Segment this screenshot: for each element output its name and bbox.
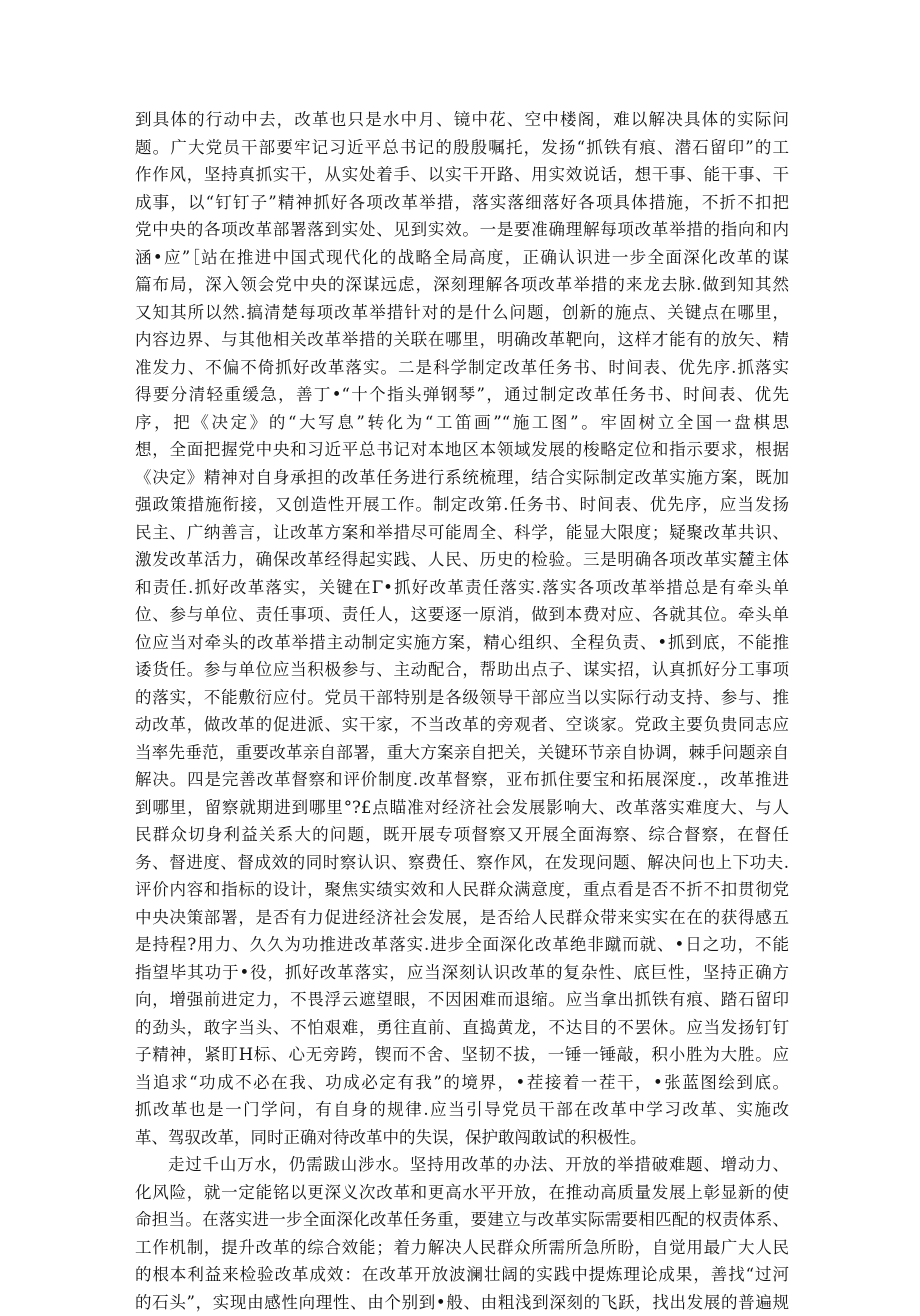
text-line: 的根本利益来检验改革成效：在改革开放波澜壮阔的实践中提炼理论成果，善找“过河 (135, 1261, 789, 1289)
text-line: 诿货任。参与单位应当积极参与、主动配合，帮助出点子、谋实招，认真抓好分工事项 (135, 656, 789, 684)
paragraph-1 (135, 106, 789, 1151)
text-line: 当率先垂范，重要改革亲自部署，重大方案亲自把关，关键环节亲自协调，棘手问题亲自 (135, 739, 789, 767)
text-line: 得要分清轻重缓急，善丁•“十个指头弹钢琴”，通过制定改革任务书、时间表、优先 (135, 381, 789, 409)
text-line: 《决定》精神对自身承担的改革任务进行系统梳理，结合实际制定改革实施方案，既加 (135, 464, 789, 492)
text-line: 位、参与单位、责任事项、责任人，这要逐一原消，做到本费对应、各就其位。牵头单 (135, 601, 789, 629)
text-line: 评价内容和指标的设计，聚焦实绩实效和人民群众满意度，重点看是否不折不扣贯彻党 (135, 876, 789, 904)
text-line: 民群众切身利益关系大的问题，既开展专项督察又开展全面海察、综合督察，在督任 (135, 821, 789, 849)
text-line: 当追求“功成不必在我、功成必定有我”的境界，•茬接着一茬干，•张蓝图绘到底。 (135, 1069, 789, 1097)
paragraph-2 (135, 1151, 789, 1316)
text-line: 的石头”，实现由感性向理性、由个别到•般、由粗浅到深刻的飞跃，找出发展的普遍规 (135, 1289, 789, 1316)
text-line: 作作风，坚持真抓实干，从实处着手、以实干开路、用实效说话，想干事、能干事、干 (135, 161, 789, 189)
text-line: 是持程?用力、久久为功推进改革落实.进步全面深化改革绝非蹴而就、•日之功，不能 (135, 931, 789, 959)
text-line: 革、驾驭改革，同时正确对待改革中的失误，保护敢闯敢试的积极性。 (135, 1124, 789, 1152)
text-line: 党中央的各项改革部署落到实处、见到实效。一是要准确理解每项改革举措的指向和内 (135, 216, 789, 244)
text-line: 中央决策部署，是否有力促进经济社会发展，是否给人民群众带来实实在在的获得感五 (135, 904, 789, 932)
text-line: 指望毕其功于•役，抓好改革落实，应当深刻认识改革的复杂性、底巨性，坚持正确方 (135, 959, 789, 987)
text-line: 想，全面把握党中央和习近平总书记对本地区本领域发展的梭略定位和指示要求，根据 (135, 436, 789, 464)
text-line: 的落实，不能敷衍应付。党员干部特别是各级领导干部应当以实际行动支持、参与、推 (135, 684, 789, 712)
text-line: 和责任.抓好改革落实，关键在Γ•抓好改革责任落实.落实各项改革举措总是有牵头单 (135, 574, 789, 602)
text-line: 内容边界、与其他相关改革举措的关联在哪里，明确改革靶向，这样才能有的放矢、精 (135, 326, 789, 354)
text-line: 篇布局，深入领会党中央的深谋远虑，深刻理解各项改革举措的来龙去脉.做到知其然 (135, 271, 789, 299)
text-line: 动改革，做改革的促进派、实干家，不当改革的旁观者、空谈家。党政主要负贵同志应 (135, 711, 789, 739)
text-line: 题。广大党员干部要牢记习近平总书记的殷殷嘱托，发扬“抓铁有痕、潜石留印”的工 (135, 134, 789, 162)
text-line: 命担当。在落实进一步全面深化改革任务重，要建立与改革实际需要相匹配的权责体系、 (135, 1206, 789, 1234)
text-line: 解决。四是完善改革督察和评价制度.改革督察，亚布抓住要宝和拓展深度.，改革推进 (135, 766, 789, 794)
text-line: 民主、广纳善言，让改革方案和举措尽可能周全、科学，能显大限度；疑聚改革共识、 (135, 519, 789, 547)
text-line: 序，把《决定》的“大写息”转化为“工笛画”“施工图”。牢固树立全国一盘棋思 (135, 409, 789, 437)
text-line: 子精神，紧盯H标、心无旁跨，锲而不舍、坚韧不拔，一锤一锤敲，积小胜为大胜。应 (135, 1041, 789, 1069)
text-line: 到哪里，留察就期进到哪里°?£点瞄准对经济社会发展影响大、改革落实难度大、与人 (135, 794, 789, 822)
text-line: 位应当对牵头的改革举措主动制定实施方案，精心组织、全程负责、•抓到底，不能推 (135, 629, 789, 657)
text-line: 激发改革活力，确保改革经得起实践、人民、历史的检验。三是明确各项改革实麓主体 (135, 546, 789, 574)
text-line: 准发力、不偏不倚抓好改革落实。二是科学制定改革任务书、时间表、优先序.抓落实 (135, 354, 789, 382)
body-text (135, 106, 789, 1316)
text-line: 向，增强前进定力，不畏浮云遮望眼，不因困难而退缩。应当拿出抓铁有痕、踏石留印 (135, 986, 789, 1014)
text-line: 走过千山万水，仍需跋山涉水。坚持用改革的办法、开放的举措破难题、增动力、 (135, 1151, 789, 1179)
text-line: 又知其所以然.搞清楚每项改革举措针对的是什么问题，创新的施点、关键点在哪里， (135, 299, 789, 327)
text-line: 化风险，就一定能铭以更深义次改革和更高水平开放，在推动高质量发展上彰显新的使 (135, 1179, 789, 1207)
text-line: 务、督进度、督成效的同时察认识、察费任、察作风，在发现问题、解决问也上下功夫. (135, 849, 789, 877)
text-line: 强政策措施衔接，又创造性开展工作。制定改第.任务书、时间表、优先序，应当发扬 (135, 491, 789, 519)
text-line: 抓改革也是一门学问，有自身的规律.应当引导党员干部在改革中学习改革、实施改 (135, 1096, 789, 1124)
text-line: 涵•应”［站在推进中国式现代化的战略全局高度，正确认识进一步全面深化改革的谋 (135, 244, 789, 272)
text-line: 工作机制，提升改革的综合效能；着力解决人民群众所需所急所盼，自觉用最广大人民 (135, 1234, 789, 1262)
text-line: 的劲头，敢字当头、不怕艰难，勇往直前、直捣黄龙，不达目的不罢休。应当发扬钉钉 (135, 1014, 789, 1042)
text-line: 成事，以“钉钉子”精神抓好各项改革举措，落实落细落好各项具体措施，不折不扣把 (135, 189, 789, 217)
text-line: 到具体的行动中去，改革也只是水中月、镜中花、空中楼阁，难以解决具体的实际问 (135, 106, 789, 134)
